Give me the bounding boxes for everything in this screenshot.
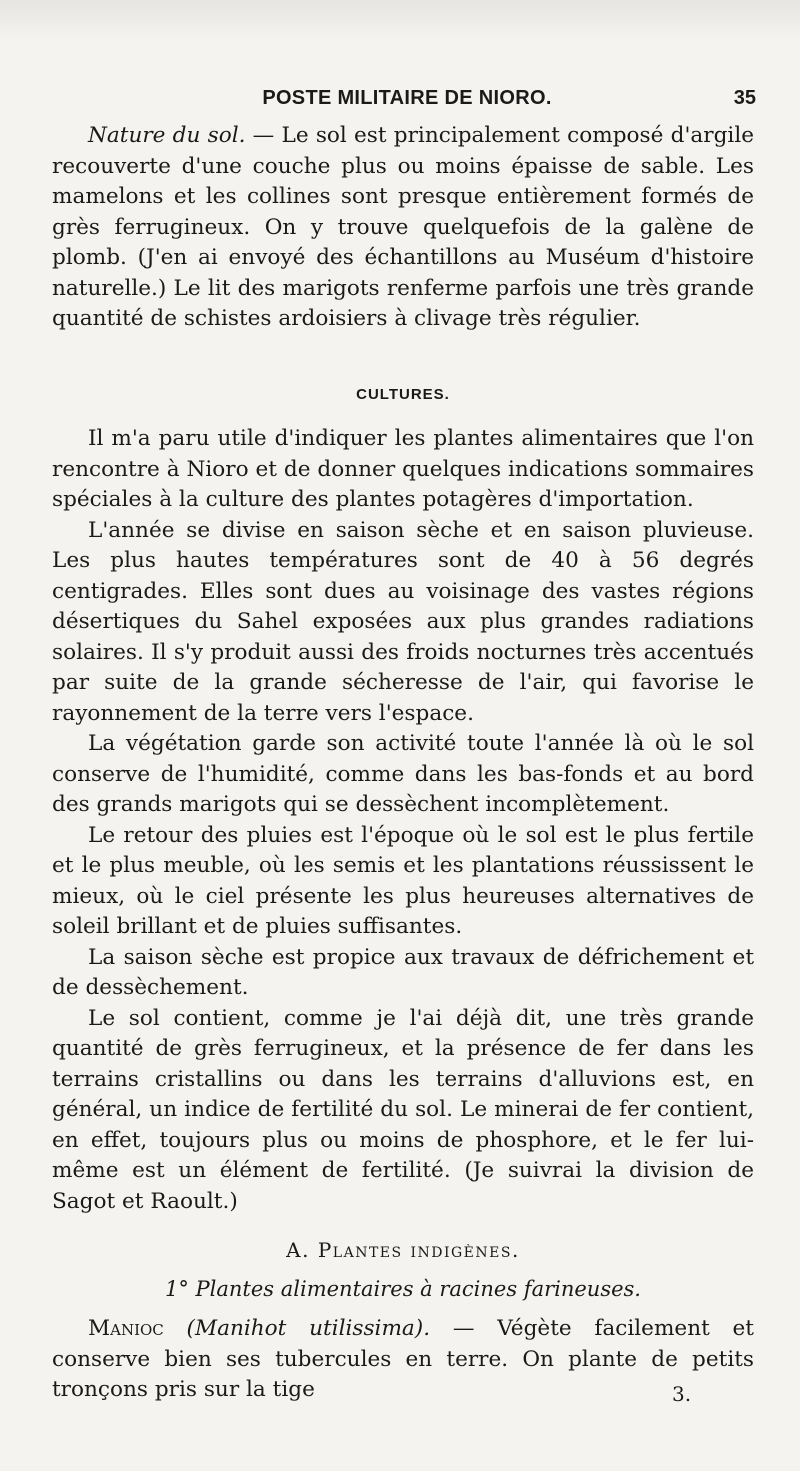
- paragraph: La végétation garde son activité toute l'année là où le sol conserve de l'humidité, comme dans les bas-fonds et au bord des grands marigots qui se dessèchent incomplètement.: [52, 731, 754, 817]
- paragraph-text: — Le sol est principalement composé d'argile recouverte d'une couche plus ou moins épaisse de sable. Les mamelons et les collines sont presque entièrement formés de grès ferrugineux. On y trouve quelquefois de la galène de plomb. (J'en ai envoyé des échantillons au Muséum d'histoire naturelle.) Le lit des marigots renferme parfois une très grande quantité de schistes ardoisiers à clivage très régulier.: [52, 123, 755, 331]
- section-heading: CULTURES.: [356, 385, 450, 403]
- page-header: [56, 84, 758, 116]
- sub-heading-text: Plantes indigènes.: [317, 1238, 520, 1262]
- plant-name: Manioc: [88, 1316, 164, 1341]
- running-title: POSTE MILITAIRE DE NIORO.: [262, 87, 552, 109]
- paragraph: Il m'a paru utile d'indiquer les plantes alimentaires que l'on rencontre à Nioro et de donner quelques indications sommaires spéciales à la culture des plantes potagères d'importation.: [52, 426, 754, 512]
- paragraph-text: — Végète facilement et conserve bien ses tubercules en terre. On plante de petits tronçons pris sur la tige: [52, 1316, 754, 1402]
- paragraph-nature-du-sol: [52, 121, 754, 335]
- body-text: [52, 121, 754, 1406]
- signature-mark: 3.: [672, 1382, 692, 1406]
- page-number: 35: [733, 87, 756, 109]
- paragraph-manioc: [52, 1314, 754, 1406]
- sub-heading: [52, 1235, 754, 1266]
- paragraph: Le retour des pluies est l'époque où le sol est le plus fertile et le plus meuble, où les semis et les plantations réussissent le mieux, où le ciel présente les plus heureuses alternatives de soleil brillant et de pluies suffisantes.: [52, 822, 754, 939]
- plant-latin-name: (Manihot utilissima).: [186, 1316, 431, 1341]
- paragraph: La saison sèche est propice aux travaux de défrichement et de dessèchement.: [52, 944, 754, 1000]
- paragraph: Le sol contient, comme je l'ai déjà dit, une très grande quantité de grès ferrugineux, et la présence de fer dans les terrains cristallins ou dans les terrains d'alluvions est, en général, un indice de fertilité du sol. Le minerai de fer contient, en effet, toujours plus ou moins de phosphore, et le fer lui-même est un élément de fertilité. (Je suivrai la division de Sagot et Raoult.): [52, 1005, 754, 1214]
- sub-heading-prefix: A.: [286, 1238, 318, 1262]
- run-in-heading: Nature du sol.: [88, 123, 246, 148]
- sub-sub-heading: 1° Plantes alimentaires à racines farineuses.: [165, 1276, 641, 1301]
- paragraph: L'année se divise en saison sèche et en saison pluvieuse. Les plus hautes températures sont de 40 à 56 degrés centigrades. Elles sont dues au voisinage des vastes régions désertiques du Sahel exposées aux plus grandes radiations solaires. Il s'y produit aussi des froids nocturnes très accentués par suite de la grande sécheresse de l'air, qui favorise le rayonnement de la terre vers l'espace.: [52, 517, 754, 726]
